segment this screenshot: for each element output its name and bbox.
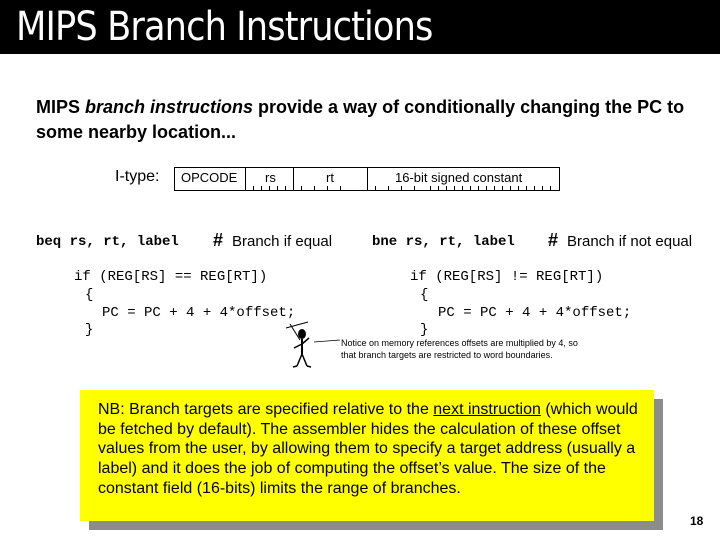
bit-tick	[261, 186, 262, 190]
bit-tick	[414, 186, 415, 190]
beq-code-line: PC = PC + 4 + 4*offset;	[102, 305, 296, 321]
bne-instruction: bne rs, rt, label	[372, 234, 515, 250]
field-opcode: OPCODE	[181, 170, 238, 185]
beq-code-line: {	[85, 287, 94, 303]
bit-tick	[462, 186, 463, 190]
field-rt: rt	[326, 170, 334, 185]
nb-text-after: (which would be fetched by default). The assembler hides the calculation of these offset values from the user, by allowing them to specify a target address (usually a label) and it does the job of computing the offset’s value. The size of the constant field (16-bits) limits the range of branches.	[98, 401, 638, 497]
nb-underlined: next instruction	[433, 401, 541, 418]
intro-part2: provide a way of conditionally changing the PC to some nearby location...	[36, 97, 685, 142]
nb-text	[98, 400, 648, 499]
bne-hash: #	[548, 230, 559, 250]
field-constant: 16-bit signed constant	[395, 170, 523, 185]
bit-tick	[388, 186, 389, 190]
bit-tick	[430, 186, 431, 190]
bit-tick	[454, 186, 455, 190]
beq-code-line: }	[85, 322, 94, 338]
bit-tick	[327, 186, 328, 190]
bit-tick	[486, 186, 487, 190]
intro-text	[36, 95, 696, 145]
bne-code-line: {	[420, 287, 429, 303]
bit-tick	[494, 186, 495, 190]
bit-tick	[340, 186, 341, 190]
bit-tick	[526, 186, 527, 190]
bit-tick	[277, 186, 278, 190]
nb-callout-box	[80, 390, 654, 521]
bit-tick	[510, 186, 511, 190]
field-separator	[293, 167, 294, 191]
slide-title: MIPS Branch Instructions	[16, 4, 433, 50]
bit-tick	[285, 186, 286, 190]
itype-format-box	[174, 167, 560, 191]
bit-tick	[470, 186, 471, 190]
bne-code-line: PC = PC + 4 + 4*offset;	[438, 305, 632, 321]
offset-note: Notice on memory references offsets are multiplied by 4, so that branch targets are restricted to word boundaries.	[341, 338, 578, 360]
bit-tick	[301, 186, 302, 190]
beq-comment: Branch if equal	[232, 233, 333, 250]
bit-tick	[550, 186, 551, 190]
field-rs: rs	[265, 170, 276, 185]
bit-tick	[446, 186, 447, 190]
itype-label: I-type:	[115, 168, 160, 185]
bit-tick	[534, 186, 535, 190]
beq-code-line: if (REG[RS] == REG[RT])	[74, 269, 268, 285]
bit-tick	[518, 186, 519, 190]
bit-tick	[269, 186, 270, 190]
bit-tick	[438, 186, 439, 190]
bit-tick	[502, 186, 503, 190]
bit-tick	[314, 186, 315, 190]
thinking-stick-figure-icon	[282, 318, 344, 370]
intro-part1: MIPS	[36, 97, 86, 117]
bit-tick	[401, 186, 402, 190]
bne-comment: Branch if not equal	[567, 233, 693, 250]
bit-tick	[375, 186, 376, 190]
nb-text-before: NB: Branch targets are specified relative to the	[98, 401, 434, 418]
bne-code-line: }	[420, 322, 429, 338]
beq-hash: #	[213, 230, 224, 250]
bne-code-line: if (REG[RS] != REG[RT])	[410, 269, 604, 285]
bit-tick	[542, 186, 543, 190]
bit-tick	[253, 186, 254, 190]
field-separator	[367, 167, 368, 191]
page-number: 18	[690, 514, 704, 528]
intro-emphasis: branch instructions	[85, 97, 254, 117]
beq-instruction: beq rs, rt, label	[36, 234, 179, 250]
title-bar	[0, 0, 720, 54]
bit-tick	[478, 186, 479, 190]
field-separator	[245, 167, 246, 191]
